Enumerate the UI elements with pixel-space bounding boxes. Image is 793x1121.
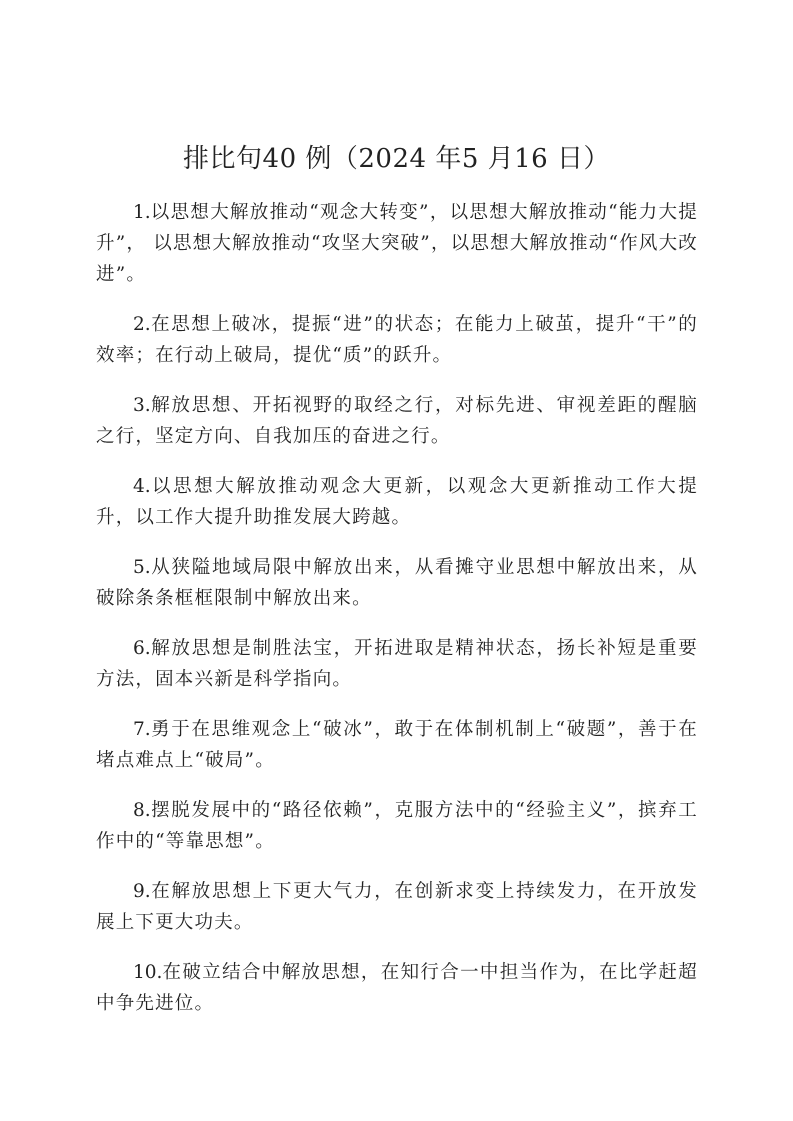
list-item xyxy=(96,795,698,857)
item-number: 10. xyxy=(133,962,163,983)
list-item xyxy=(96,957,698,1019)
item-number: 9. xyxy=(133,881,151,902)
list-item xyxy=(96,390,698,452)
item-text: 勇于在思维观念上“破冰”，敢于在体制机制上“破题”，善于在堵点难点上“破局”。 xyxy=(96,719,698,771)
item-number: 1. xyxy=(133,202,151,223)
item-text: 在破立结合中解放思想，在知行合一中担当作为，在比学赶超中争先进位。 xyxy=(96,962,698,1014)
list-item xyxy=(96,633,698,695)
list-item xyxy=(96,471,698,533)
item-text: 解放思想、开拓视野的取经之行，对标先进、审视差距的醒脑之行，坚定方向、自我加压的奋进之行。 xyxy=(96,395,698,447)
list-item xyxy=(96,197,698,290)
item-text: 摆脱发展中的“路径依赖”，克服方法中的“经验主义”，摈弃工作中的“等靠思想”。 xyxy=(96,800,698,852)
item-number: 5. xyxy=(133,557,151,578)
list-item xyxy=(96,714,698,776)
item-text: 从狭隘地域局限中解放出来，从看摊守业思想中解放出来，从破除条条框框限制中解放出来。 xyxy=(96,557,698,609)
item-text: 以思想大解放推动观念大更新，以观念大更新推动工作大提升，以工作大提升助推发展大跨越。 xyxy=(96,476,698,528)
item-number: 3. xyxy=(133,395,151,416)
item-text: 在解放思想上下更大气力，在创新求变上持续发力，在开放发展上下更大功夫。 xyxy=(96,881,698,933)
item-number: 4. xyxy=(133,476,151,497)
document-body xyxy=(96,197,698,1038)
list-item xyxy=(96,309,698,371)
item-text: 在思想上破冰，提振“进”的状态；在能力上破茧，提升“干”的效率；在行动上破局，提优“质”的跃升。 xyxy=(96,314,698,366)
item-number: 2. xyxy=(133,314,151,335)
item-number: 6. xyxy=(133,638,151,659)
item-text: 以思想大解放推动“观念大转变”，以思想大解放推动“能力大提升”， 以思想大解放推动“攻坚大突破”，以思想大解放推动“作风大改进”。 xyxy=(96,202,698,285)
item-number: 8. xyxy=(133,800,151,821)
list-item xyxy=(96,876,698,938)
page-title: 排比句40 例（2024 年5 月16 日） xyxy=(183,144,610,174)
item-text: 解放思想是制胜法宝，开拓进取是精神状态，扬长补短是重要方法，固本兴新是科学指向。 xyxy=(96,638,698,690)
item-number: 7. xyxy=(133,719,151,740)
list-item xyxy=(96,552,698,614)
